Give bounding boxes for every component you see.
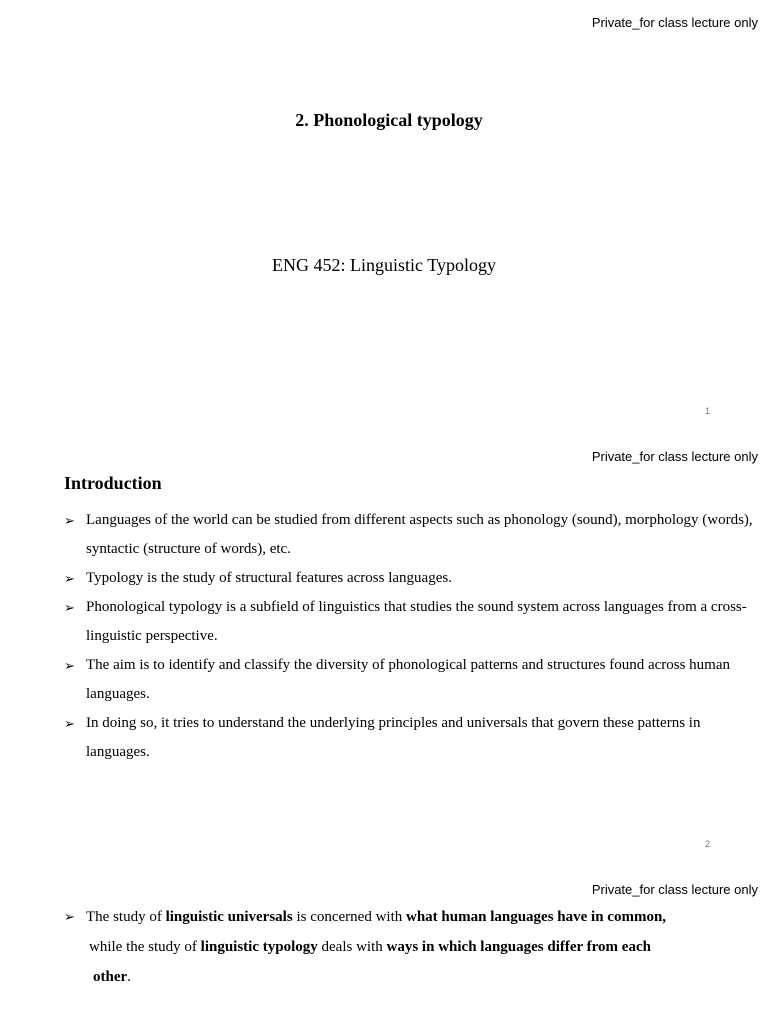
list-item — [64, 651, 754, 709]
list-item — [64, 902, 754, 992]
header-note: Private_for class lecture only — [591, 882, 758, 897]
arrow-bullet-icon: ➢ — [64, 716, 75, 731]
list-item-text: The aim is to identify and classify the diversity of phonological patterns and structures found across human languages. — [86, 657, 731, 702]
text-run: . — [127, 969, 131, 985]
text-run: is concerned with — [292, 909, 406, 925]
arrow-bullet-icon: ➢ — [64, 909, 75, 924]
course-name: ENG 452: Linguistic Typology — [272, 255, 496, 275]
slide-title: 2. Phonological typology — [295, 110, 483, 130]
bold-term: ways in which languages differ from each — [386, 939, 651, 955]
text-line — [86, 932, 754, 962]
list-item-text: Phonological typology is a subfield of linguistics that studies the sound system across languages from a cross-linguistic perspective. — [86, 599, 747, 644]
text-run: The study of — [86, 909, 166, 925]
arrow-bullet-icon: ➢ — [64, 571, 75, 586]
list-item — [64, 506, 754, 564]
arrow-bullet-icon: ➢ — [64, 513, 75, 528]
bold-term: linguistic universals — [165, 909, 293, 925]
header-note: Private_for class lecture only — [591, 15, 758, 30]
text-run: deals with — [317, 939, 387, 955]
list-item — [64, 593, 754, 651]
header-note: Private_for class lecture only — [591, 449, 758, 464]
list-item-text: Languages of the world can be studied from different aspects such as phonology (sound), morphology (words), syntactic (structure of words), etc. — [86, 512, 753, 557]
bold-term: other — [93, 969, 128, 985]
bullet-list — [64, 506, 754, 767]
text-run: while the study of — [89, 939, 201, 955]
page-number: 2 — [704, 839, 710, 849]
page-number: 1 — [704, 406, 710, 416]
list-item — [64, 564, 754, 593]
slide-2 — [0, 433, 768, 866]
slide-1 — [0, 0, 768, 433]
list-item-text: In doing so, it tries to understand the underlying principles and universals that govern these patterns in languages. — [86, 715, 701, 760]
arrow-bullet-icon: ➢ — [64, 600, 75, 615]
bold-term: linguistic typology — [200, 939, 318, 955]
bold-term: what human languages have in common, — [406, 909, 667, 925]
text-line — [86, 902, 754, 932]
slide-3 — [0, 866, 768, 1024]
list-item — [64, 709, 754, 767]
bullet-list — [64, 902, 754, 992]
arrow-bullet-icon: ➢ — [64, 658, 75, 673]
list-item-text: Typology is the study of structural features across languages. — [86, 570, 452, 586]
text-line — [86, 962, 754, 992]
section-heading: Introduction — [64, 473, 162, 493]
